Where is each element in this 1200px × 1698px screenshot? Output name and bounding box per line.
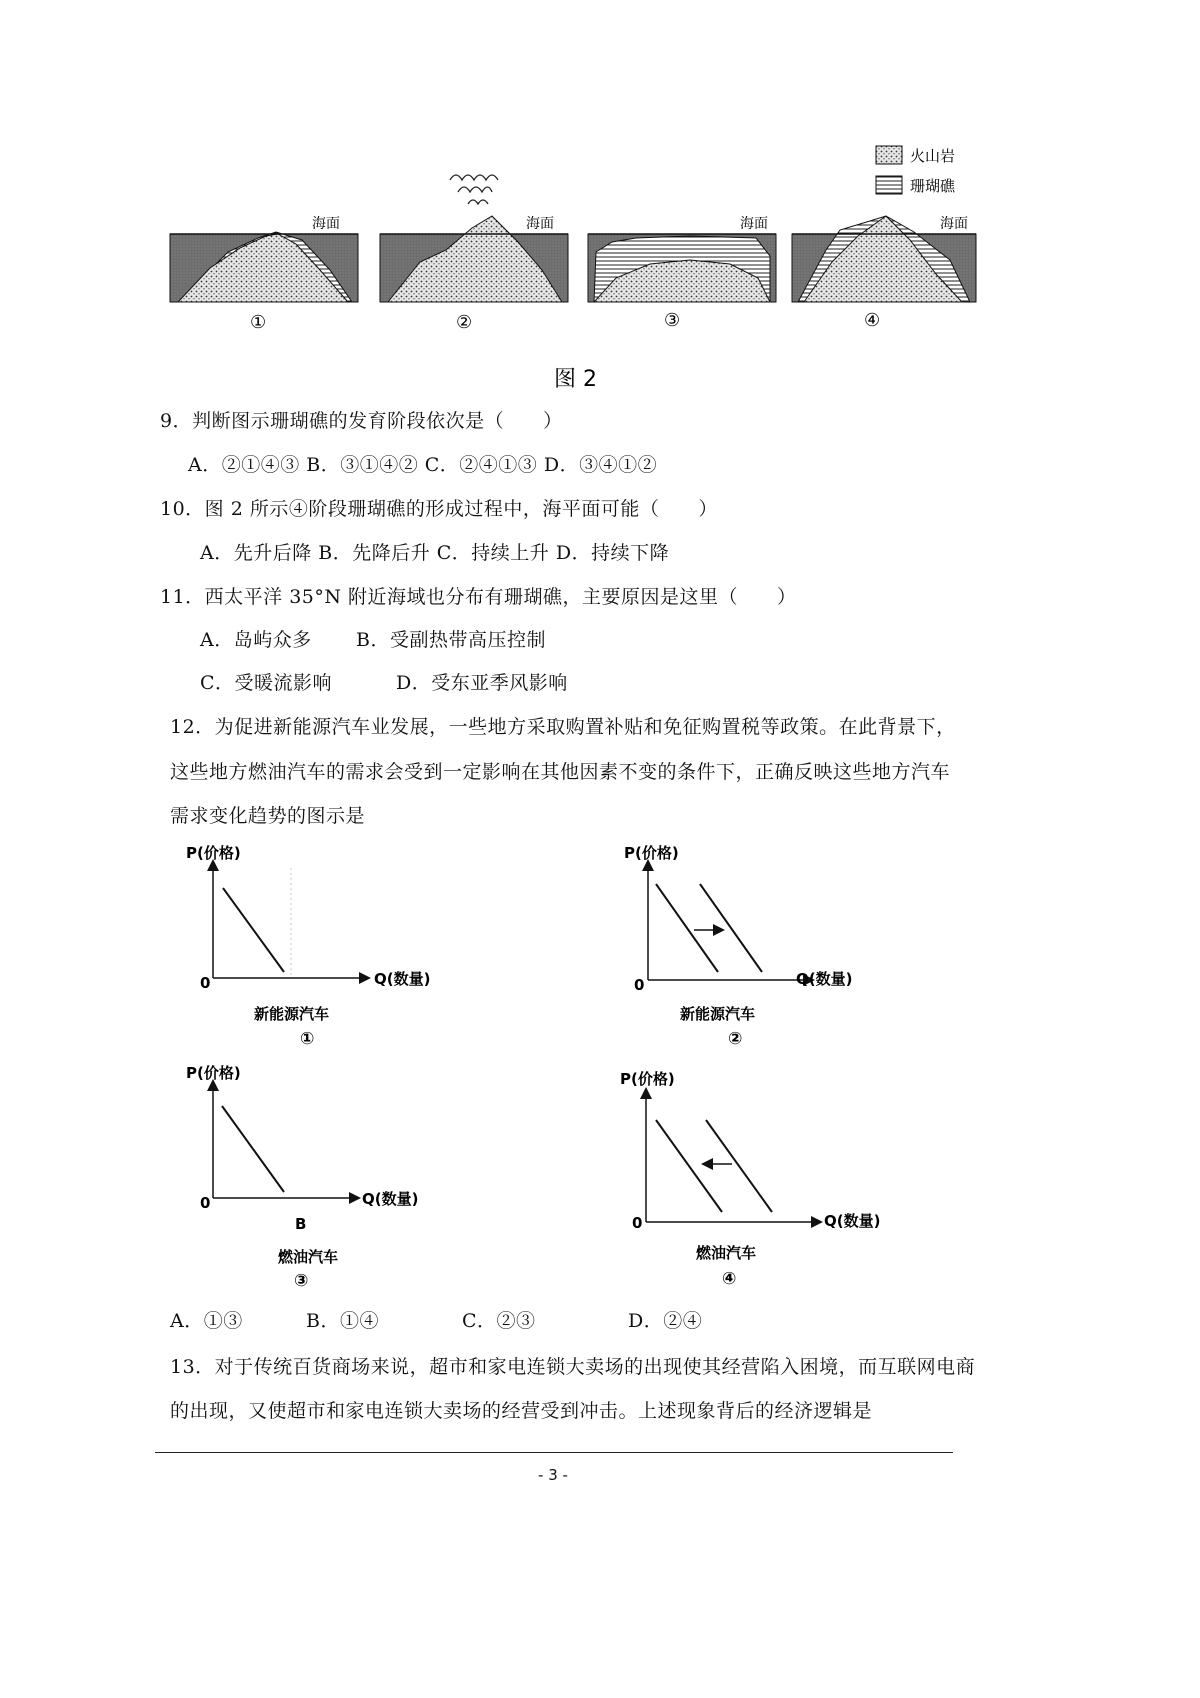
panel-number-1: ①: [250, 312, 267, 333]
y-axis-label: P(价格): [624, 844, 679, 862]
question-12-stem-line-3: 需求变化趋势的图示是: [170, 805, 366, 827]
y-axis-label: P(价格): [186, 844, 241, 862]
legend-volcanic-label: 火山岩: [910, 147, 956, 165]
y-axis-label: P(价格): [620, 1070, 675, 1088]
question-9-stem: 9．判断图示珊瑚礁的发育阶段依次是（ ）: [160, 410, 563, 432]
sea-label-2: 海面: [526, 216, 554, 232]
question-12-stem-line-2: 这些地方燃油汽车的需求会受到一定影响在其他因素不变的条件下，正确反映这些地方汽车: [170, 761, 951, 783]
question-11-option-a: A．岛屿众多: [200, 629, 312, 651]
question-12-option-d: D．②④: [628, 1310, 703, 1332]
question-12-option-c: C．②③: [462, 1310, 536, 1332]
panel-number-3: ③: [664, 310, 681, 331]
question-13-stem-line-2: 的出现，又使超市和家电连锁大卖场的经营受到冲击。上述现象背后的经济逻辑是: [170, 1400, 873, 1422]
question-11-stem: 11．西太平洋 35°N 附近海域也分布有珊瑚礁，主要原因是这里（ ）: [160, 586, 797, 608]
sea-label-1: 海面: [312, 216, 340, 232]
legend-coral-label: 珊瑚礁: [910, 177, 956, 195]
question-11-option-b: B．受副热带高压控制: [356, 629, 546, 651]
page-number: - 3 -: [538, 1466, 568, 1484]
panel-number-2: ②: [456, 312, 473, 333]
origin-label: 0: [634, 976, 645, 994]
chart-caption: 燃油汽车: [278, 1248, 339, 1266]
demand-chart-2: [620, 838, 900, 1058]
origin-label: 0: [632, 1214, 643, 1232]
chart-extra-label: B: [295, 1215, 307, 1233]
panel-1: [170, 216, 358, 333]
demand-chart-4: [614, 1062, 904, 1302]
question-13-stem-line-1: 13．对于传统百货商场来说，超市和家电连锁大卖场的出现使其经营陷入困境，而互联网电商: [170, 1356, 976, 1378]
origin-label: 0: [200, 974, 211, 992]
demand-curve-shifted: [656, 1120, 722, 1212]
x-axis-label: Q(数量): [362, 1190, 419, 1208]
x-axis-label: Q(数量): [374, 970, 431, 988]
legend-coral-swatch: [876, 176, 902, 194]
panel-4: [792, 216, 976, 331]
question-10-options: A．先升后降 B．先降后升 C．持续上升 D．持续下降: [200, 542, 670, 564]
chart-number: ①: [300, 1029, 315, 1049]
panel-2: [380, 175, 568, 333]
sea-label-4: 海面: [940, 216, 968, 232]
question-11-option-c: C．受暖流影响: [200, 672, 333, 694]
chart-caption: 新能源汽车: [680, 1005, 756, 1023]
question-10-stem: 10．图 2 所示④阶段珊瑚礁的形成过程中，海平面可能（ ）: [160, 498, 718, 520]
origin-label: 0: [200, 1194, 211, 1212]
chart-caption: 新能源汽车: [254, 1005, 330, 1023]
chart-number: ④: [722, 1269, 737, 1289]
demand-curve: [223, 888, 284, 972]
figure-2-coral-reef-stages: [150, 140, 1070, 400]
question-11-option-d: D．受东亚季风影响: [396, 672, 568, 694]
chart-number: ③: [294, 1271, 309, 1291]
eruption-smoke: [450, 175, 498, 204]
panel-number-4: ④: [864, 310, 881, 331]
question-12-option-b: B．①④: [306, 1310, 379, 1332]
y-axis-label: P(价格): [186, 1064, 241, 1082]
sea-label-3: 海面: [740, 216, 768, 232]
footer-rule: [155, 1452, 953, 1453]
question-12-stem-line-1: 12．为促进新能源汽车业发展，一些地方采取购置补贴和免征购置税等政策。在此背景下，: [170, 716, 956, 738]
chart-number: ②: [728, 1029, 743, 1049]
demand-curve: [222, 1106, 284, 1192]
panel-3: [588, 216, 776, 331]
demand-chart-1: [180, 838, 440, 1058]
demand-chart-3: [180, 1058, 440, 1298]
question-12-option-a: A．①③: [170, 1310, 243, 1332]
x-axis-label: Q(数量): [796, 970, 853, 988]
chart-caption: 燃油汽车: [696, 1244, 757, 1262]
legend-volcanic-swatch: [876, 146, 902, 164]
demand-curve-original: [706, 1120, 772, 1212]
x-axis-label: Q(数量): [824, 1212, 881, 1230]
figure-caption: 图 2: [554, 367, 597, 392]
question-9-options: A．②①④③ B．③①④② C．②④①③ D．③④①②: [188, 454, 658, 476]
